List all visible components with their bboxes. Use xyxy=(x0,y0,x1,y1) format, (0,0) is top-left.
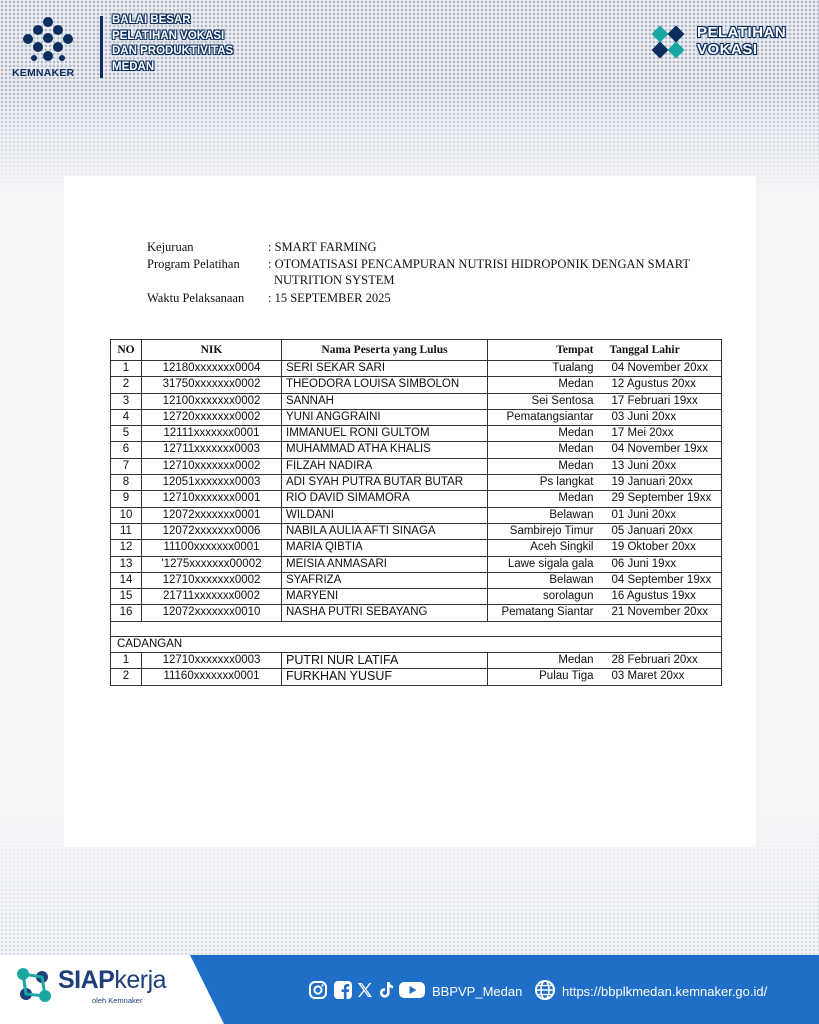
cell-no: 2 xyxy=(111,669,142,685)
table-row xyxy=(111,540,722,556)
cell-nik: '1275xxxxxxx00002 xyxy=(142,556,282,572)
cell-nik: 31750xxxxxxx0002 xyxy=(142,377,282,393)
pelatihan-vokasi-logo-icon xyxy=(652,24,692,60)
table-row xyxy=(111,605,722,621)
brand-line: VOKASI xyxy=(697,41,758,58)
cell-nama: PUTRI NUR LATIFA xyxy=(282,653,488,669)
program-value-cont: NUTRITION SYSTEM xyxy=(274,273,395,287)
header-tempat: Tempat xyxy=(488,340,598,361)
header-divider xyxy=(100,16,103,78)
table-row xyxy=(111,458,722,474)
x-icon[interactable] xyxy=(355,980,375,1000)
cell-nama: SYAFRIZA xyxy=(282,572,488,588)
table-row xyxy=(111,377,722,393)
cell-tanggal: 01 Juni 20xx xyxy=(598,507,722,523)
participant-table xyxy=(110,339,722,686)
cell-nik: 12111xxxxxxx0001 xyxy=(142,426,282,442)
table-row xyxy=(111,393,722,409)
cell-tanggal: 29 September 19xx xyxy=(598,491,722,507)
institution-name xyxy=(112,13,233,75)
cell-tanggal: 19 Januari 20xx xyxy=(598,475,722,491)
cell-nik: 12072xxxxxxx0006 xyxy=(142,523,282,539)
cell-no: 5 xyxy=(111,426,142,442)
cell-nama: IMMANUEL RONI GULTOM xyxy=(282,426,488,442)
cell-tanggal: 04 November 20xx xyxy=(598,361,722,377)
cell-nama: ADI SYAH PUTRA BUTAR BUTAR xyxy=(282,475,488,491)
institution-line: DAN PRODUKTIVITAS xyxy=(112,45,234,57)
siapkerja-logo-icon xyxy=(14,965,54,1005)
cell-no: 8 xyxy=(111,475,142,491)
cell-nama: MARIA QIBTIA xyxy=(282,540,488,556)
cell-tempat: Tualang xyxy=(488,361,598,377)
cell-tanggal: 04 September 19xx xyxy=(598,572,722,588)
cell-no: 16 xyxy=(111,605,142,621)
cell-tempat: Medan xyxy=(488,458,598,474)
cell-no: 11 xyxy=(111,523,142,539)
cell-no: 4 xyxy=(111,409,142,425)
cell-tanggal: 21 November 20xx xyxy=(598,605,722,621)
cell-nik: 12072xxxxxxx0001 xyxy=(142,507,282,523)
header-nik: NIK xyxy=(142,340,282,361)
header-nama: Nama Peserta yang Lulus xyxy=(282,340,488,361)
cadangan-row xyxy=(111,669,722,685)
cell-nama: THEODORA LOUISA SIMBOLON xyxy=(282,377,488,393)
brand-line: PELATIHAN xyxy=(697,24,787,41)
table-row xyxy=(111,507,722,523)
tiktok-icon[interactable] xyxy=(376,980,396,1000)
cell-tempat: Lawe sigala gala xyxy=(488,556,598,572)
cell-nik: 12711xxxxxxx0003 xyxy=(142,442,282,458)
cell-tempat: sorolagun xyxy=(488,589,598,605)
cell-nik: 12710xxxxxxx0003 xyxy=(142,653,282,669)
cell-nik: 12100xxxxxxx0002 xyxy=(142,393,282,409)
cell-nama: YUNI ANGGRAINI xyxy=(282,409,488,425)
cell-tempat: Medan xyxy=(488,442,598,458)
facebook-icon[interactable] xyxy=(333,980,353,1000)
cell-nama: MEISIA ANMASARI xyxy=(282,556,488,572)
cell-nama: FILZAH NADIRA xyxy=(282,458,488,474)
cell-no: 10 xyxy=(111,507,142,523)
cell-nik: 12710xxxxxxx0002 xyxy=(142,572,282,588)
brand-bold: SIAP xyxy=(58,966,115,994)
cell-tanggal: 12 Agustus 20xx xyxy=(598,377,722,393)
cell-no: 1 xyxy=(111,361,142,377)
cell-nama: RIO DAVID SIMAMORA xyxy=(282,491,488,507)
cell-no: 14 xyxy=(111,572,142,588)
program-label: Program Pelatihan xyxy=(147,257,240,271)
website-link[interactable]: https://bbplkmedan.kemnaker.go.id/ xyxy=(562,984,768,999)
cadangan-label: CADANGAN xyxy=(111,636,722,652)
cell-tempat: Medan xyxy=(488,377,598,393)
cell-nik: 12720xxxxxxx0002 xyxy=(142,409,282,425)
cell-nama: SANNAH xyxy=(282,393,488,409)
table-row xyxy=(111,491,722,507)
cell-tempat: Medan xyxy=(488,653,598,669)
cell-nama: NASHA PUTRI SEBAYANG xyxy=(282,605,488,621)
cell-no: 13 xyxy=(111,556,142,572)
cell-nama: NABILA AULIA AFTI SINAGA xyxy=(282,523,488,539)
cell-no: 12 xyxy=(111,540,142,556)
header-tanggal: Tanggal Lahir xyxy=(598,340,722,361)
cell-nik: 11100xxxxxxx0001 xyxy=(142,540,282,556)
table-row xyxy=(111,523,722,539)
table-row xyxy=(111,409,722,425)
waktu-value: : 15 SEPTEMBER 2025 xyxy=(268,291,391,305)
cell-tempat: Ps langkat xyxy=(488,475,598,491)
cell-tempat: Pematangsiantar xyxy=(488,409,598,425)
cell-nik: 11160xxxxxxx0001 xyxy=(142,669,282,685)
brand-light: kerja xyxy=(114,966,167,994)
cell-tempat: Pematang Siantar xyxy=(488,605,598,621)
cell-nama: FURKHAN YUSUF xyxy=(282,669,488,685)
cell-nama: WILDANI xyxy=(282,507,488,523)
cell-tanggal: 19 Oktober 20xx xyxy=(598,540,722,556)
cell-tanggal: 04 November 19xx xyxy=(598,442,722,458)
kejuruan-value: : SMART FARMING xyxy=(268,240,377,254)
table-row xyxy=(111,442,722,458)
table-header-row xyxy=(111,340,722,361)
cell-tempat: Sambirejo Timur xyxy=(488,523,598,539)
cell-no: 3 xyxy=(111,393,142,409)
cell-tempat: Medan xyxy=(488,491,598,507)
cell-tanggal: 05 Januari 20xx xyxy=(598,523,722,539)
cell-nama: SERI SEKAR SARI xyxy=(282,361,488,377)
cadangan-row xyxy=(111,653,722,669)
waktu-label: Waktu Pelaksanaan xyxy=(147,291,245,305)
cell-tanggal: 17 Mei 20xx xyxy=(598,426,722,442)
cell-nik: 12710xxxxxxx0001 xyxy=(142,491,282,507)
cell-tempat: Aceh Singkil xyxy=(488,540,598,556)
cell-nik: 12051xxxxxxx0003 xyxy=(142,475,282,491)
cell-nik: 12180xxxxxxx0004 xyxy=(142,361,282,377)
cell-tanggal: 13 Juni 20xx xyxy=(598,458,722,474)
cell-no: 6 xyxy=(111,442,142,458)
institution-line: PELATIHAN VOKASI xyxy=(112,29,225,42)
cell-nik: 12710xxxxxxx0002 xyxy=(142,458,282,474)
table-row xyxy=(111,572,722,588)
cell-tempat: Belawan xyxy=(488,572,598,588)
cell-nik: 21711xxxxxxx0002 xyxy=(142,589,282,605)
cell-tanggal: 03 Juni 20xx xyxy=(598,409,722,425)
cell-tanggal: 16 Agustus 19xx xyxy=(598,589,722,605)
kejuruan-label: Kejuruan xyxy=(147,240,194,254)
table-row xyxy=(111,475,722,491)
social-handle[interactable]: BBPVP_Medan xyxy=(432,984,523,999)
siapkerja-subtitle: oleh Kemnaker xyxy=(92,996,143,1005)
kemnaker-label: KEMNAKER xyxy=(12,67,75,79)
cell-tempat: Medan xyxy=(488,426,598,442)
cell-no: 9 xyxy=(111,491,142,507)
cell-nik: 12072xxxxxxx0010 xyxy=(142,605,282,621)
cell-nama: MARYENI xyxy=(282,589,488,605)
instagram-icon[interactable] xyxy=(308,980,328,1000)
cell-tempat: Belawan xyxy=(488,507,598,523)
cadangan-title-row xyxy=(111,636,722,652)
table-row xyxy=(111,361,722,377)
cell-tanggal: 17 Februari 19xx xyxy=(598,393,722,409)
globe-icon xyxy=(534,979,556,1001)
siapkerja-brand xyxy=(58,966,166,995)
pelatihan-vokasi-brand xyxy=(697,24,786,58)
program-value: : OTOMATISASI PENCAMPURAN NUTRISI HIDROPONIK DENGAN SMART xyxy=(268,257,690,271)
spacer-row xyxy=(111,621,722,636)
cell-no: 2 xyxy=(111,377,142,393)
cell-tanggal: 06 Juni 19xx xyxy=(598,556,722,572)
institution-line: MEDAN xyxy=(112,60,155,73)
youtube-icon[interactable] xyxy=(398,980,426,1000)
cell-tempat: Pulau Tiga xyxy=(488,669,598,685)
cell-tanggal: 28 Februari 20xx xyxy=(598,653,722,669)
cell-nama: MUHAMMAD ATHA KHALIS xyxy=(282,442,488,458)
cell-no: 7 xyxy=(111,458,142,474)
table-row xyxy=(111,589,722,605)
cell-no: 1 xyxy=(111,653,142,669)
table-row xyxy=(111,426,722,442)
institution-line: BALAI BESAR xyxy=(112,14,191,26)
header-no: NO xyxy=(111,340,142,361)
cell-tanggal: 03 Maret 20xx xyxy=(598,669,722,685)
cell-no: 15 xyxy=(111,589,142,605)
cell-tempat: Sei Sentosa xyxy=(488,393,598,409)
table-row xyxy=(111,556,722,572)
